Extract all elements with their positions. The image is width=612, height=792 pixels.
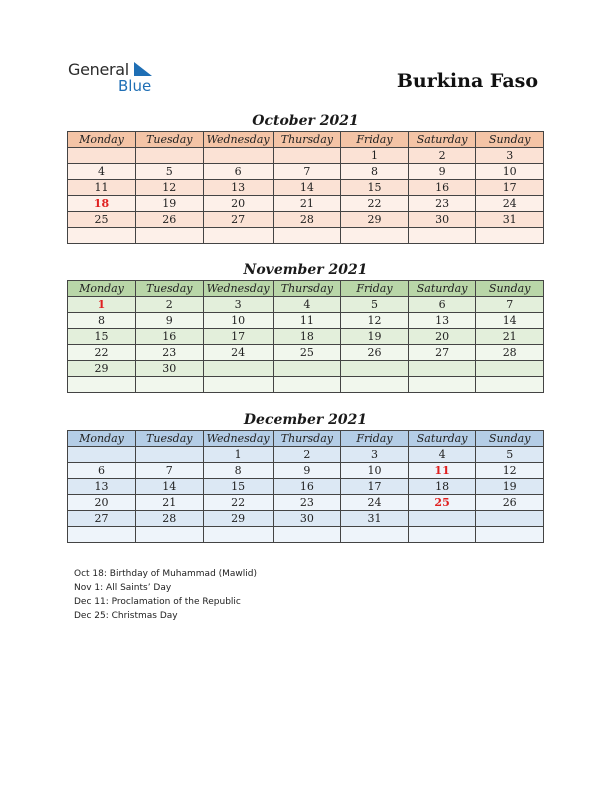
day-cell: 15: [68, 329, 136, 345]
day-cell: 29: [341, 212, 409, 228]
weekday-thursday: Thursday: [273, 281, 341, 297]
day-cell: 19: [341, 329, 409, 345]
day-cell: 22: [341, 196, 409, 212]
day-cell: 7: [476, 297, 544, 313]
day-cell: 11: [68, 180, 136, 196]
day-cell: 28: [273, 212, 341, 228]
empty-day-cell: [476, 511, 544, 527]
day-cell: 5: [341, 297, 409, 313]
day-cell: 10: [476, 164, 544, 180]
day-cell: 21: [273, 196, 341, 212]
calendar-grid: [67, 131, 544, 244]
weekday-wednesday: Wednesday: [203, 431, 273, 447]
day-cell: 23: [136, 345, 204, 361]
calendar-grid: [67, 280, 544, 393]
day-cell: 14: [476, 313, 544, 329]
day-cell: 13: [408, 313, 476, 329]
empty-day-cell: [273, 228, 341, 244]
weekday-monday: Monday: [68, 281, 136, 297]
day-cell: 9: [273, 463, 341, 479]
weekday-thursday: Thursday: [273, 132, 341, 148]
week-row: [68, 361, 544, 377]
weekday-monday: Monday: [68, 431, 136, 447]
day-cell: 16: [273, 479, 341, 495]
day-cell: 21: [136, 495, 204, 511]
day-cell: 19: [476, 479, 544, 495]
empty-day-cell: [408, 527, 476, 543]
day-cell: 23: [408, 196, 476, 212]
day-cell: 22: [68, 345, 136, 361]
day-cell: 30: [273, 511, 341, 527]
day-cell: 28: [476, 345, 544, 361]
weekday-saturday: Saturday: [408, 132, 476, 148]
week-row: [68, 228, 544, 244]
empty-day-cell: [136, 447, 204, 463]
day-cell: 31: [476, 212, 544, 228]
day-cell: 8: [203, 463, 273, 479]
weekday-sunday: Sunday: [476, 431, 544, 447]
weekday-sunday: Sunday: [476, 132, 544, 148]
day-cell: 12: [476, 463, 544, 479]
empty-day-cell: [68, 377, 136, 393]
weekday-tuesday: Tuesday: [136, 281, 204, 297]
day-cell: 4: [68, 164, 136, 180]
holiday-note: Dec 11: Proclamation of the Republic: [74, 597, 241, 607]
day-cell: 1: [203, 447, 273, 463]
day-cell: 18: [408, 479, 476, 495]
week-row: [68, 495, 544, 511]
empty-day-cell: [203, 228, 273, 244]
empty-day-cell: [408, 377, 476, 393]
weekday-wednesday: Wednesday: [203, 281, 273, 297]
day-cell: 17: [341, 479, 409, 495]
day-cell: 15: [203, 479, 273, 495]
day-cell: 10: [203, 313, 273, 329]
day-cell: 12: [136, 180, 204, 196]
day-cell: 6: [203, 164, 273, 180]
empty-day-cell: [408, 511, 476, 527]
day-cell: 27: [203, 212, 273, 228]
day-cell: 3: [476, 148, 544, 164]
day-cell: 14: [136, 479, 204, 495]
weekday-header-row: [68, 281, 544, 297]
day-cell: 23: [273, 495, 341, 511]
logo-triangle-icon: [134, 62, 154, 76]
day-cell: 18: [273, 329, 341, 345]
week-row: [68, 511, 544, 527]
day-cell: 1: [68, 297, 136, 313]
weekday-wednesday: Wednesday: [203, 132, 273, 148]
empty-day-cell: [341, 228, 409, 244]
day-cell: 3: [203, 297, 273, 313]
empty-day-cell: [136, 377, 204, 393]
empty-day-cell: [408, 228, 476, 244]
week-row: [68, 164, 544, 180]
weekday-friday: Friday: [341, 281, 409, 297]
week-row: [68, 447, 544, 463]
day-cell: 28: [136, 511, 204, 527]
day-cell: 6: [68, 463, 136, 479]
weekday-saturday: Saturday: [408, 281, 476, 297]
month-december: [67, 410, 544, 543]
day-cell: 29: [68, 361, 136, 377]
weekday-monday: Monday: [68, 132, 136, 148]
empty-day-cell: [203, 527, 273, 543]
day-cell: 2: [408, 148, 476, 164]
week-row: [68, 329, 544, 345]
day-cell: 26: [341, 345, 409, 361]
empty-day-cell: [341, 527, 409, 543]
day-cell: 7: [136, 463, 204, 479]
empty-day-cell: [476, 228, 544, 244]
day-cell: 5: [476, 447, 544, 463]
day-cell: 6: [408, 297, 476, 313]
month-october: [67, 111, 544, 244]
empty-day-cell: [68, 447, 136, 463]
empty-day-cell: [68, 527, 136, 543]
day-cell: 31: [341, 511, 409, 527]
day-cell: 16: [408, 180, 476, 196]
week-row: [68, 180, 544, 196]
day-cell: 11: [273, 313, 341, 329]
empty-day-cell: [203, 361, 273, 377]
logo: [68, 60, 168, 98]
week-row: [68, 463, 544, 479]
day-cell: 8: [68, 313, 136, 329]
holiday-note: Oct 18: Birthday of Muhammad (Mawlid): [74, 569, 258, 579]
empty-day-cell: [341, 377, 409, 393]
weekday-friday: Friday: [341, 431, 409, 447]
week-row: [68, 479, 544, 495]
day-cell: 8: [341, 164, 409, 180]
day-cell: 29: [203, 511, 273, 527]
weekday-thursday: Thursday: [273, 431, 341, 447]
day-cell: 1: [341, 148, 409, 164]
logo-text-general: General: [68, 60, 129, 79]
week-row: [68, 527, 544, 543]
weekday-header-row: [68, 431, 544, 447]
week-row: [68, 377, 544, 393]
empty-day-cell: [476, 361, 544, 377]
empty-day-cell: [136, 148, 204, 164]
day-cell: 9: [136, 313, 204, 329]
week-row: [68, 297, 544, 313]
day-cell: 30: [408, 212, 476, 228]
day-cell: 14: [273, 180, 341, 196]
day-cell: 10: [341, 463, 409, 479]
holiday-note: Dec 25: Christmas Day: [74, 611, 178, 621]
day-cell: 4: [273, 297, 341, 313]
day-cell: 26: [136, 212, 204, 228]
day-cell: 2: [136, 297, 204, 313]
day-cell: 24: [203, 345, 273, 361]
week-row: [68, 212, 544, 228]
day-cell: 13: [68, 479, 136, 495]
day-cell: 25: [408, 495, 476, 511]
weekday-sunday: Sunday: [476, 281, 544, 297]
holiday-notes: [74, 567, 257, 623]
day-cell: 2: [273, 447, 341, 463]
day-cell: 12: [341, 313, 409, 329]
day-cell: 17: [476, 180, 544, 196]
day-cell: 18: [68, 196, 136, 212]
empty-day-cell: [203, 377, 273, 393]
empty-day-cell: [203, 148, 273, 164]
day-cell: 17: [203, 329, 273, 345]
empty-day-cell: [273, 377, 341, 393]
day-cell: 15: [341, 180, 409, 196]
day-cell: 13: [203, 180, 273, 196]
day-cell: 5: [136, 164, 204, 180]
day-cell: 11: [408, 463, 476, 479]
day-cell: 9: [408, 164, 476, 180]
week-row: [68, 313, 544, 329]
day-cell: 22: [203, 495, 273, 511]
day-cell: 4: [408, 447, 476, 463]
day-cell: 3: [341, 447, 409, 463]
day-cell: 27: [68, 511, 136, 527]
empty-day-cell: [408, 361, 476, 377]
empty-day-cell: [273, 148, 341, 164]
empty-day-cell: [476, 527, 544, 543]
month-november: [67, 260, 544, 393]
empty-day-cell: [476, 377, 544, 393]
day-cell: 20: [203, 196, 273, 212]
empty-day-cell: [68, 148, 136, 164]
country-title: Burkina Faso: [396, 70, 538, 92]
empty-day-cell: [68, 228, 136, 244]
month-title: October 2021: [252, 113, 359, 129]
calendar-grid: [67, 430, 544, 543]
day-cell: 27: [408, 345, 476, 361]
day-cell: 25: [68, 212, 136, 228]
day-cell: 16: [136, 329, 204, 345]
month-title: December 2021: [243, 412, 368, 428]
empty-day-cell: [136, 228, 204, 244]
day-cell: 20: [408, 329, 476, 345]
weekday-tuesday: Tuesday: [136, 431, 204, 447]
empty-day-cell: [341, 361, 409, 377]
holiday-note: Nov 1: All Saints’ Day: [74, 583, 172, 593]
day-cell: 19: [136, 196, 204, 212]
empty-day-cell: [136, 527, 204, 543]
empty-day-cell: [273, 361, 341, 377]
weekday-saturday: Saturday: [408, 431, 476, 447]
day-cell: 24: [341, 495, 409, 511]
week-row: [68, 148, 544, 164]
day-cell: 24: [476, 196, 544, 212]
weekday-tuesday: Tuesday: [136, 132, 204, 148]
weekday-friday: Friday: [341, 132, 409, 148]
day-cell: 30: [136, 361, 204, 377]
week-row: [68, 345, 544, 361]
day-cell: 25: [273, 345, 341, 361]
day-cell: 21: [476, 329, 544, 345]
logo-text-blue: Blue: [118, 77, 152, 95]
weekday-header-row: [68, 132, 544, 148]
month-title: November 2021: [243, 262, 368, 278]
day-cell: 26: [476, 495, 544, 511]
day-cell: 20: [68, 495, 136, 511]
day-cell: 7: [273, 164, 341, 180]
empty-day-cell: [273, 527, 341, 543]
week-row: [68, 196, 544, 212]
